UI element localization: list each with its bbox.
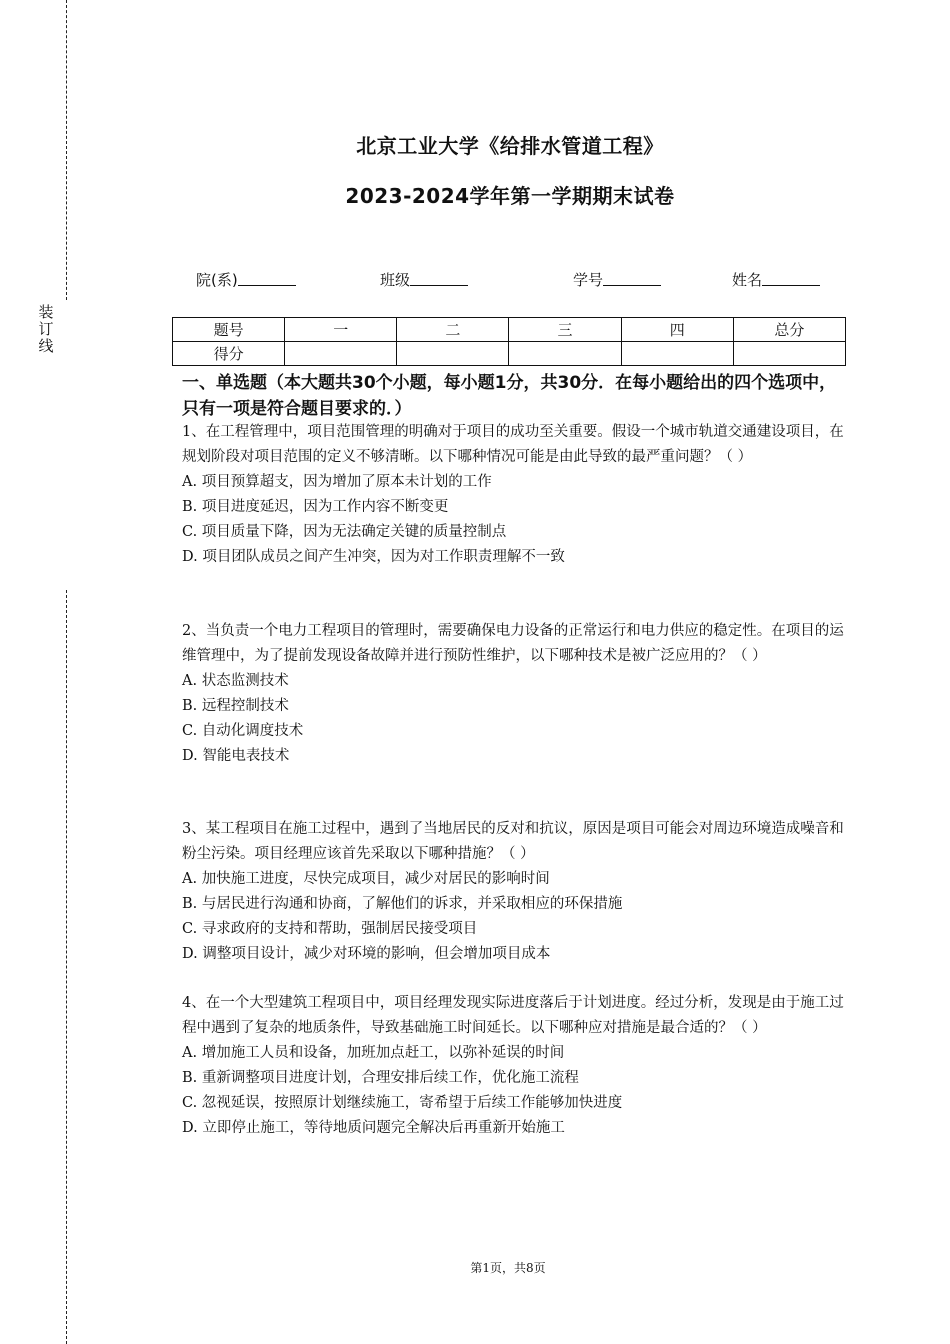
score-cell[interactable] bbox=[397, 342, 509, 366]
department-label: 院(系) bbox=[196, 271, 238, 289]
score-table bbox=[172, 317, 846, 366]
question-option-c[interactable]: C. 项目质量下降，因为无法确定关键的质量控制点 bbox=[182, 524, 507, 540]
student-id-blank[interactable] bbox=[603, 271, 661, 286]
class-field bbox=[380, 269, 468, 290]
section-heading: 一、单选题（本大题共30个小题，每小题1分，共30分．在每小题给出的四个选项中，只有一项是符合题目要求的．） bbox=[182, 373, 837, 419]
department-blank[interactable] bbox=[238, 271, 296, 286]
question-option-b[interactable]: B. 重新调整项目进度计划，合理安排后续工作，优化施工流程 bbox=[182, 1070, 579, 1086]
score-cell[interactable] bbox=[733, 342, 845, 366]
question-stem: 1、在工程管理中，项目范围管理的明确对于项目的成功至关重要。假设一个城市轨道交通建设项目，在规划阶段对项目范围的定义不够清晰。以下哪种情况可能是由此导致的最严重问题？（ ） bbox=[182, 424, 844, 465]
question-option-b[interactable]: B. 与居民进行沟通和协商，了解他们的诉求，并采取相应的环保措施 bbox=[182, 896, 623, 912]
question-option-d[interactable]: D. 智能电表技术 bbox=[182, 748, 290, 764]
name-field bbox=[732, 269, 820, 290]
score-table-header-row bbox=[173, 318, 846, 342]
name-label: 姓名 bbox=[732, 271, 763, 289]
question-option-a[interactable]: A. 状态监测技术 bbox=[182, 673, 289, 689]
score-table-score-row bbox=[173, 342, 846, 366]
binding-label: 装订线 bbox=[38, 303, 54, 355]
department-field bbox=[196, 269, 296, 290]
exam-title-line1: 北京工业大学《给排水管道工程》 bbox=[356, 134, 664, 158]
score-header-cell: 题号 bbox=[173, 318, 285, 342]
score-header-cell: 三 bbox=[509, 318, 621, 342]
question-option-d[interactable]: D. 调整项目设计，减少对环境的影响，但会增加项目成本 bbox=[182, 946, 551, 962]
student-id-label: 学号 bbox=[573, 271, 604, 289]
question-option-b[interactable]: B. 远程控制技术 bbox=[182, 698, 289, 714]
student-id-field bbox=[573, 269, 661, 290]
question-4 bbox=[182, 991, 850, 1141]
score-header-cell: 二 bbox=[397, 318, 509, 342]
class-label: 班级 bbox=[380, 271, 411, 289]
question-option-a[interactable]: A. 加快施工进度，尽快完成项目，减少对居民的影响时间 bbox=[182, 871, 550, 887]
question-2 bbox=[182, 619, 850, 769]
score-header-cell: 四 bbox=[621, 318, 733, 342]
binding-dashed-line-bottom bbox=[66, 590, 67, 1344]
question-option-a[interactable]: A. 增加施工人员和设备，加班加点赶工，以弥补延误的时间 bbox=[182, 1045, 565, 1061]
question-option-a[interactable]: A. 项目预算超支，因为增加了原本未计划的工作 bbox=[182, 474, 492, 490]
question-stem: 2、当负责一个电力工程项目的管理时，需要确保电力设备的正常运行和电力供应的稳定性。在项目的运维管理中，为了提前发现设备故障并进行预防性维护，以下哪种技术是被广泛应用的？（ ） bbox=[182, 623, 844, 664]
score-cell[interactable] bbox=[621, 342, 733, 366]
class-blank[interactable] bbox=[410, 271, 468, 286]
score-row-label: 得分 bbox=[173, 342, 285, 366]
score-header-cell: 总分 bbox=[733, 318, 845, 342]
score-cell[interactable] bbox=[509, 342, 621, 366]
question-option-c[interactable]: C. 忽视延误，按照原计划继续施工，寄希望于后续工作能够加快进度 bbox=[182, 1095, 623, 1111]
question-3 bbox=[182, 817, 850, 967]
score-cell[interactable] bbox=[285, 342, 397, 366]
score-header-cell: 一 bbox=[285, 318, 397, 342]
question-option-d[interactable]: D. 项目团队成员之间产生冲突，因为对工作职责理解不一致 bbox=[182, 549, 565, 565]
exam-title-line2: 2023-2024学年第一学期期末试卷 bbox=[345, 184, 675, 208]
question-1 bbox=[182, 420, 850, 570]
question-option-c[interactable]: C. 自动化调度技术 bbox=[182, 723, 304, 739]
question-option-d[interactable]: D. 立即停止施工，等待地质问题完全解决后再重新开始施工 bbox=[182, 1120, 565, 1136]
name-blank[interactable] bbox=[762, 271, 820, 286]
page-footer: 第1页，共8页 bbox=[470, 1261, 546, 1275]
question-stem: 4、在一个大型建筑工程项目中，项目经理发现实际进度落后于计划进度。经过分析，发现是由于施工过程中遇到了复杂的地质条件，导致基础施工时间延长。以下哪种应对措施是最合适的？（ ） bbox=[182, 995, 844, 1036]
question-stem: 3、某工程项目在施工过程中，遇到了当地居民的反对和抗议，原因是项目可能会对周边环境造成噪音和粉尘污染。项目经理应该首先采取以下哪种措施？（ ） bbox=[182, 821, 844, 862]
question-option-b[interactable]: B. 项目进度延迟，因为工作内容不断变更 bbox=[182, 499, 449, 515]
question-option-c[interactable]: C. 寻求政府的支持和帮助，强制居民接受项目 bbox=[182, 921, 478, 937]
